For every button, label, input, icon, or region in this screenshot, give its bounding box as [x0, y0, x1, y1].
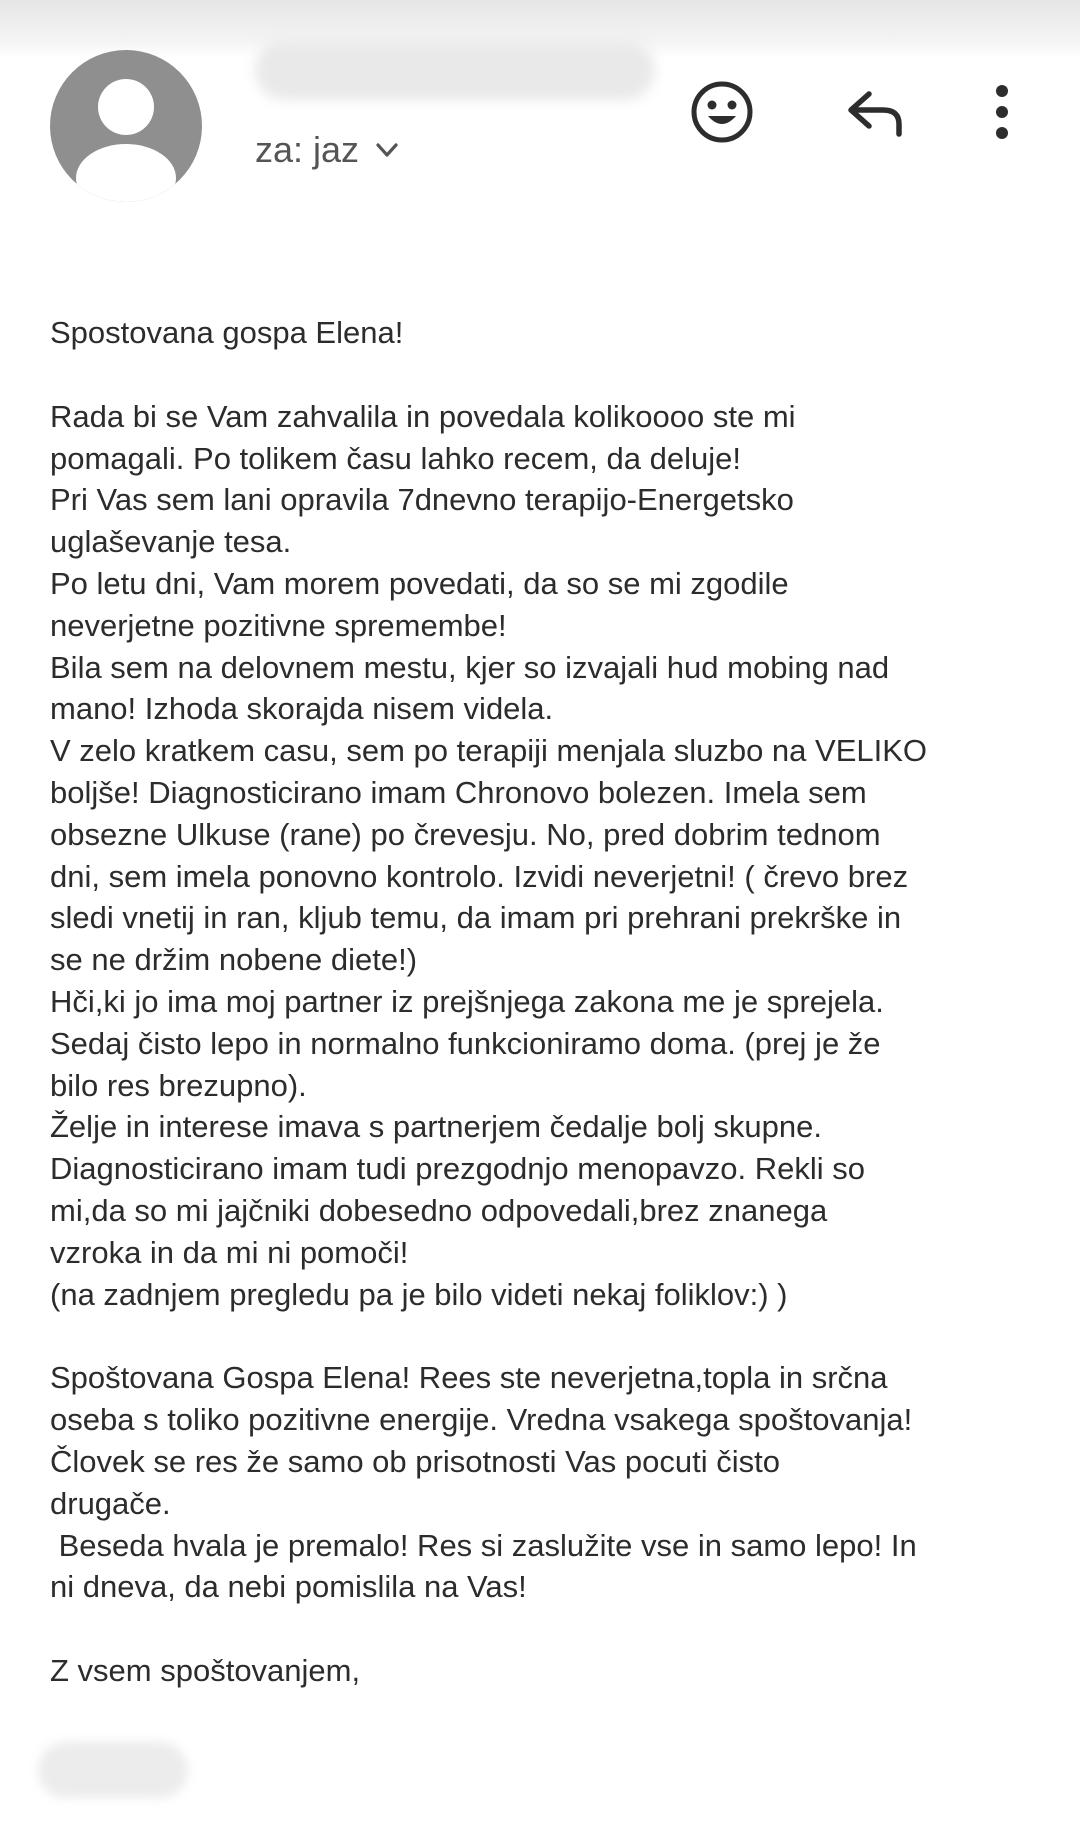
email-body: [50, 312, 1050, 1692]
body-line: Želje in interese imava s partnerjem čedalje bolj skupne.: [50, 1109, 822, 1145]
body-line: Rada bi se Vam zahvalila in povedala kolikoooo ste mi: [50, 398, 796, 434]
recipient-toggle[interactable]: [255, 128, 401, 172]
body-line: Sedaj čisto lepo in normalno funkcioniramo doma. (prej je že: [50, 1025, 881, 1061]
paragraph-1: [50, 396, 1050, 1316]
person-avatar-icon[interactable]: [50, 50, 202, 202]
body-line: mi,da so mi jajčniki dobesedno odpovedali,brez znanega: [50, 1192, 828, 1228]
body-line: obsezne Ulkuse (rane) po črevesju. No, pred dobrim tednom: [50, 816, 881, 852]
body-line: Po letu dni, Vam morem povedati, da so se mi zgodile: [50, 565, 789, 601]
body-line: Hči,ki jo ima moj partner iz prejšnjega zakona me je sprejela.: [50, 983, 884, 1019]
body-line: Človek se res že samo ob prisotnosti Vas pocuti čisto: [50, 1443, 780, 1479]
body-line: (na zadnjem pregledu pa je bilo videti nekaj foliklov:) ): [50, 1276, 788, 1312]
email-greeting: Spostovana gospa Elena!: [50, 315, 404, 350]
body-line: uglaševanje tesa.: [50, 524, 292, 560]
body-line: ni dneva, da nebi pomislila na Vas!: [50, 1569, 527, 1605]
body-line: Diagnosticirano imam tudi prezgodnjo menopavzo. Rekli so: [50, 1151, 866, 1187]
signature-redacted: [38, 1742, 188, 1798]
paragraph-2: [50, 1357, 1050, 1608]
emoji-smile-icon: [689, 79, 755, 145]
body-line: Beseda hvala je premalo! Res si zaslužite vse in samo lepo! In: [50, 1527, 917, 1563]
body-line: V zelo kratkem casu, sem po terapiji menjala sluzbo na VELIKO: [50, 733, 928, 769]
body-line: pomagali. Po tolikem času lahko recem, da deluje!: [50, 440, 741, 476]
body-line: mano! Izhoda skorajda nisem videla.: [50, 691, 554, 727]
email-closing: Z vsem spoštovanjem,: [50, 1653, 361, 1689]
body-line: sledi vnetij in ran, kljub temu, da imam pri prehrani prekrške in: [50, 900, 902, 936]
body-line: se ne držim nobene diete!): [50, 942, 418, 978]
reply-button[interactable]: [840, 76, 912, 148]
body-line: dni, sem imela ponovno kontrolo. Izvidi neverjetni! ( črevo brez: [50, 858, 909, 894]
more-options-button[interactable]: [974, 76, 1030, 148]
body-line: neverjetne pozitivne spremembe!: [50, 607, 507, 643]
email-header: [0, 0, 1080, 220]
body-line: Bila sem na delovnem mestu, kjer so izvajali hud mobing nad: [50, 649, 890, 685]
more-vert-icon: [992, 83, 1012, 141]
body-line: boljše! Diagnosticirano imam Chronovo bolezen. Imela sem: [50, 774, 867, 810]
body-line: bilo res brezupno).: [50, 1067, 307, 1103]
reply-icon: [843, 84, 909, 140]
body-line: Pri Vas sem lani opravila 7dnevno terapijo-Energetsko: [50, 482, 794, 518]
body-line: Spoštovana Gospa Elena! Rees ste neverjetna,topla in srčna: [50, 1360, 888, 1396]
emoji-reaction-button[interactable]: [686, 76, 758, 148]
body-line: drugače.: [50, 1485, 171, 1521]
recipient-label: za: jaz: [255, 129, 360, 170]
body-line: vzroka in da mi ni pomoči!: [50, 1234, 409, 1270]
body-line: oseba s toliko pozitivne energije. Vredna vsakega spoštovanja!: [50, 1402, 913, 1438]
sender-name-redacted: [255, 40, 655, 100]
chevron-down-icon: [373, 136, 401, 164]
